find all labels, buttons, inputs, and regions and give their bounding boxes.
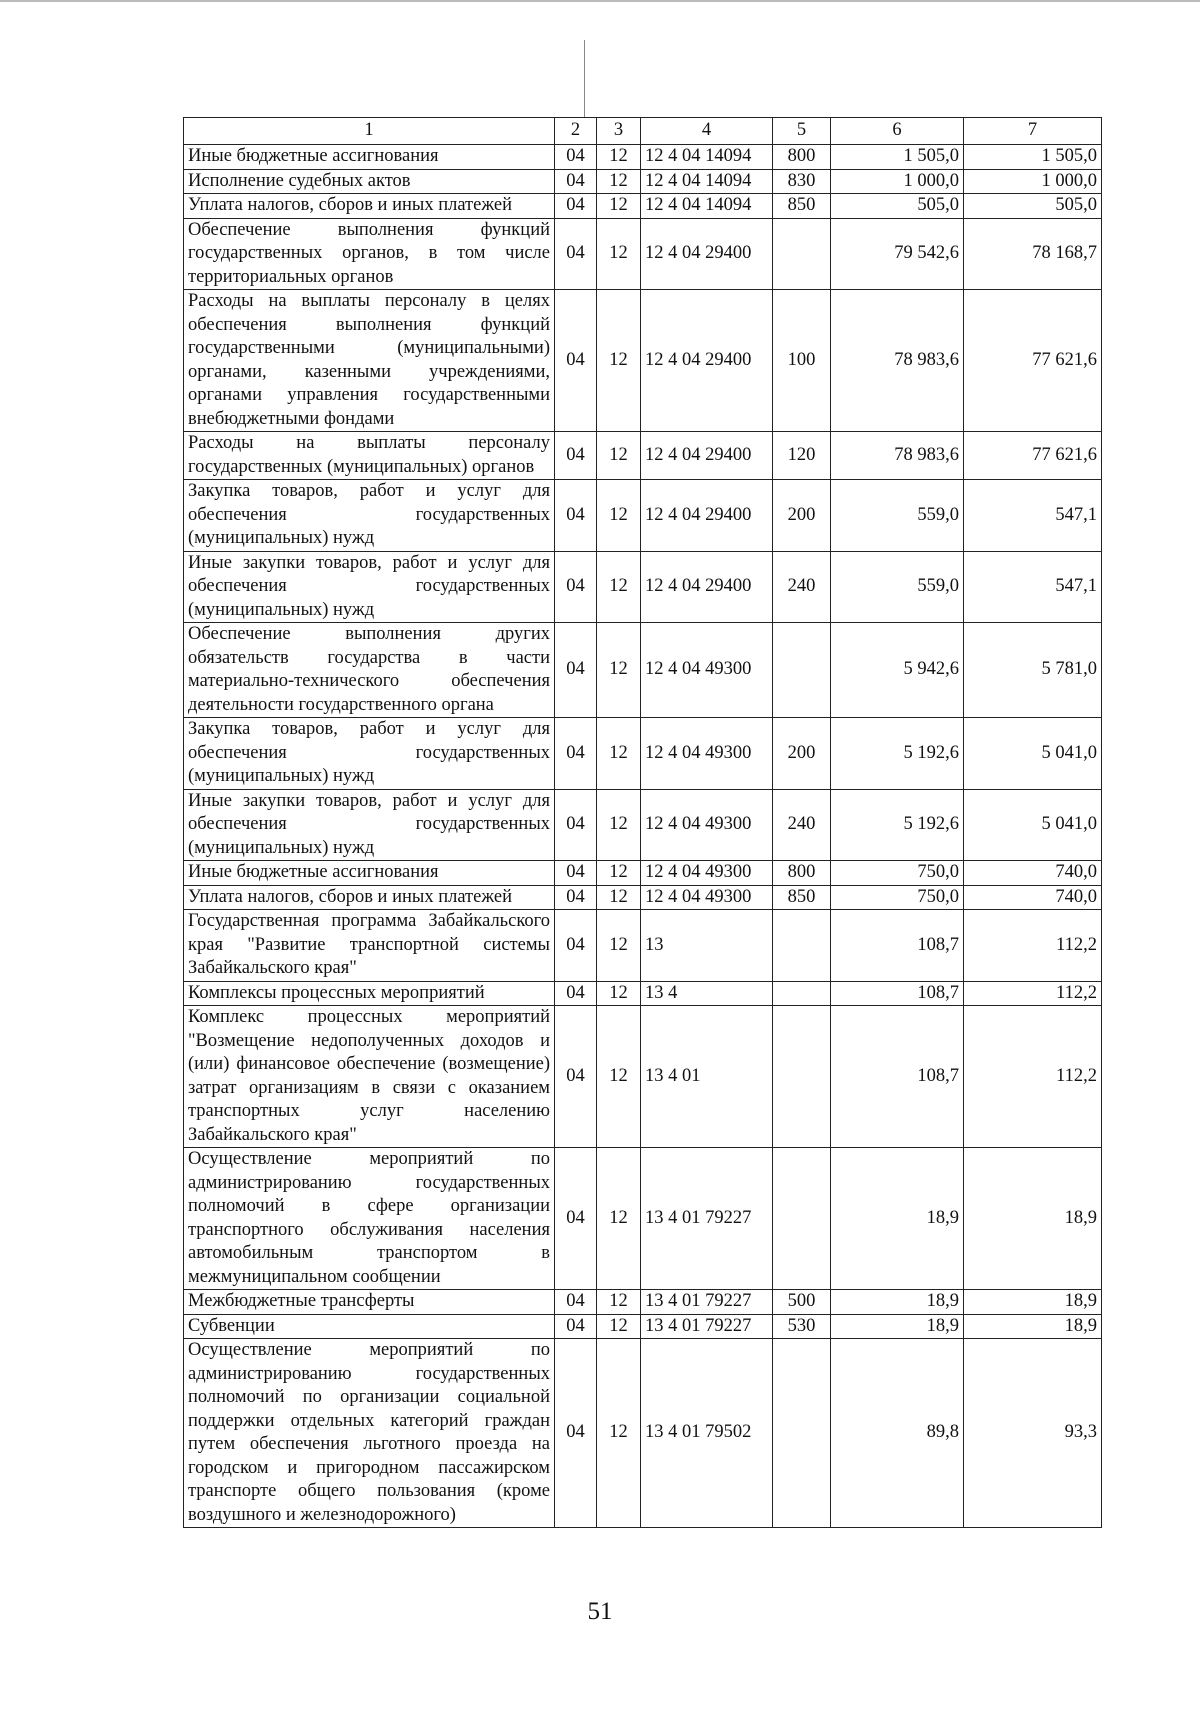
- target-article-cell: 13 4 01 79227: [641, 1148, 773, 1290]
- table-row: [184, 432, 1102, 480]
- subsection-code-cell: 12: [597, 290, 641, 432]
- expense-type-cell: 200: [773, 718, 831, 790]
- row-name-cell: Осуществление мероприятий по администрированию государственных полномочий по организации социальной поддержки отдельных категорий граждан путем обеспечения льготного проезда на городском и пригородном пассажирском транспорте общего пользования (кроме воздушного и железнодорожного): [184, 1339, 555, 1528]
- amount-col6-cell: 1 000,0: [831, 169, 964, 194]
- amount-col7-cell: 740,0: [964, 885, 1102, 910]
- table-row: [184, 145, 1102, 170]
- amount-col7-cell: 547,1: [964, 480, 1102, 552]
- subsection-code-cell: 12: [597, 1006, 641, 1148]
- table-row: [184, 551, 1102, 623]
- section-code-cell: 04: [555, 981, 597, 1006]
- row-name-cell: Иные закупки товаров, работ и услуг для обеспечения государственных (муниципальных) нужд: [184, 789, 555, 861]
- section-code-cell: 04: [555, 480, 597, 552]
- table-row: [184, 1290, 1102, 1315]
- target-article-cell: 12 4 04 49300: [641, 885, 773, 910]
- subsection-code-cell: 12: [597, 432, 641, 480]
- expense-type-cell: 800: [773, 145, 831, 170]
- amount-col6-cell: 89,8: [831, 1339, 964, 1528]
- row-name-cell: Государственная программа Забайкальского края "Развитие транспортной системы Забайкальского края": [184, 910, 555, 982]
- section-code-cell: 04: [555, 1290, 597, 1315]
- target-article-cell: 12 4 04 29400: [641, 290, 773, 432]
- section-code-cell: 04: [555, 169, 597, 194]
- expense-type-cell: [773, 1339, 831, 1528]
- expense-type-cell: [773, 1148, 831, 1290]
- target-article-cell: 13 4 01 79502: [641, 1339, 773, 1528]
- subsection-code-cell: 12: [597, 480, 641, 552]
- amount-col6-cell: 108,7: [831, 1006, 964, 1148]
- row-name-cell: Иные закупки товаров, работ и услуг для обеспечения государственных (муниципальных) нужд: [184, 551, 555, 623]
- row-name-cell: Расходы на выплаты персоналу в целях обеспечения выполнения функций государственными (муниципальными) органами, казенными учреждениями, органами управления государственными внебюджетными фондами: [184, 290, 555, 432]
- subsection-code-cell: 12: [597, 789, 641, 861]
- target-article-cell: 12 4 04 29400: [641, 480, 773, 552]
- amount-col7-cell: 112,2: [964, 981, 1102, 1006]
- amount-col7-cell: 78 168,7: [964, 218, 1102, 290]
- header-cell-6: 6: [831, 118, 964, 145]
- target-article-cell: 12 4 04 14094: [641, 145, 773, 170]
- section-code-cell: 04: [555, 718, 597, 790]
- amount-col6-cell: 79 542,6: [831, 218, 964, 290]
- amount-col7-cell: 505,0: [964, 194, 1102, 219]
- amount-col6-cell: 559,0: [831, 551, 964, 623]
- amount-col7-cell: 112,2: [964, 1006, 1102, 1148]
- expense-type-cell: [773, 981, 831, 1006]
- target-article-cell: 12 4 04 49300: [641, 718, 773, 790]
- table-row: [184, 1314, 1102, 1339]
- subsection-code-cell: 12: [597, 885, 641, 910]
- expense-type-cell: [773, 910, 831, 982]
- subsection-code-cell: 12: [597, 169, 641, 194]
- subsection-code-cell: 12: [597, 218, 641, 290]
- table-row: [184, 1339, 1102, 1528]
- expense-type-cell: 120: [773, 432, 831, 480]
- row-name-cell: Иные бюджетные ассигнования: [184, 145, 555, 170]
- expense-type-cell: 100: [773, 290, 831, 432]
- subsection-code-cell: 12: [597, 910, 641, 982]
- budget-table: [183, 117, 1102, 1528]
- row-name-cell: Исполнение судебных актов: [184, 169, 555, 194]
- expense-type-cell: 530: [773, 1314, 831, 1339]
- header-cell-2: 2: [555, 118, 597, 145]
- section-code-cell: 04: [555, 145, 597, 170]
- table-row: [184, 789, 1102, 861]
- page-number: 51: [587, 1598, 613, 1625]
- amount-col7-cell: 5 041,0: [964, 718, 1102, 790]
- section-code-cell: 04: [555, 1006, 597, 1148]
- row-name-cell: Комплексы процессных мероприятий: [184, 981, 555, 1006]
- target-article-cell: 12 4 04 14094: [641, 194, 773, 219]
- subsection-code-cell: 12: [597, 145, 641, 170]
- amount-col7-cell: 18,9: [964, 1290, 1102, 1315]
- expense-type-cell: 800: [773, 861, 831, 886]
- row-name-cell: Обеспечение выполнения функций государственных органов, в том числе территориальных органов: [184, 218, 555, 290]
- expense-type-cell: 240: [773, 551, 831, 623]
- subsection-code-cell: 12: [597, 718, 641, 790]
- amount-col7-cell: 5 041,0: [964, 789, 1102, 861]
- target-article-cell: 12 4 04 49300: [641, 789, 773, 861]
- amount-col6-cell: 5 192,6: [831, 718, 964, 790]
- row-name-cell: Закупка товаров, работ и услуг для обеспечения государственных (муниципальных) нужд: [184, 718, 555, 790]
- amount-col6-cell: 5 192,6: [831, 789, 964, 861]
- table-row: [184, 885, 1102, 910]
- amount-col6-cell: 750,0: [831, 861, 964, 886]
- expense-type-cell: 850: [773, 885, 831, 910]
- row-name-cell: Иные бюджетные ассигнования: [184, 861, 555, 886]
- section-code-cell: 04: [555, 861, 597, 886]
- subsection-code-cell: 12: [597, 1314, 641, 1339]
- row-name-cell: Комплекс процессных мероприятий "Возмещение недополученных доходов и (или) финансовое обеспечение (возмещение) затрат организациям в связи с оказанием транспортных услуг населению Забайкальского края": [184, 1006, 555, 1148]
- target-article-cell: 12 4 04 29400: [641, 551, 773, 623]
- row-name-cell: Осуществление мероприятий по администрированию государственных полномочий в сфере организации транспортного обслуживания населения автомобильным транспортом в межмуниципальном сообщении: [184, 1148, 555, 1290]
- amount-col6-cell: 1 505,0: [831, 145, 964, 170]
- expense-type-cell: [773, 218, 831, 290]
- amount-col7-cell: 18,9: [964, 1314, 1102, 1339]
- section-code-cell: 04: [555, 290, 597, 432]
- scan-top-edge: [0, 0, 1200, 2]
- section-code-cell: 04: [555, 789, 597, 861]
- subsection-code-cell: 12: [597, 623, 641, 718]
- section-code-cell: 04: [555, 432, 597, 480]
- table-row: [184, 194, 1102, 219]
- table-header-row: [184, 118, 1102, 145]
- amount-col7-cell: 112,2: [964, 910, 1102, 982]
- amount-col6-cell: 18,9: [831, 1314, 964, 1339]
- row-name-cell: Межбюджетные трансферты: [184, 1290, 555, 1315]
- expense-type-cell: 500: [773, 1290, 831, 1315]
- section-code-cell: 04: [555, 194, 597, 219]
- target-article-cell: 12 4 04 49300: [641, 623, 773, 718]
- amount-col6-cell: 108,7: [831, 910, 964, 982]
- subsection-code-cell: 12: [597, 981, 641, 1006]
- table-row: [184, 218, 1102, 290]
- amount-col7-cell: 1 000,0: [964, 169, 1102, 194]
- table-row: [184, 861, 1102, 886]
- amount-col7-cell: 77 621,6: [964, 290, 1102, 432]
- amount-col6-cell: 559,0: [831, 480, 964, 552]
- amount-col6-cell: 18,9: [831, 1290, 964, 1315]
- amount-col6-cell: 18,9: [831, 1148, 964, 1290]
- target-article-cell: 12 4 04 29400: [641, 432, 773, 480]
- expense-type-cell: 240: [773, 789, 831, 861]
- row-name-cell: Обеспечение выполнения других обязательств государства в части материально-технического обеспечения деятельности государственного органа: [184, 623, 555, 718]
- table-row: [184, 623, 1102, 718]
- table-row: [184, 169, 1102, 194]
- amount-col7-cell: 18,9: [964, 1148, 1102, 1290]
- amount-col7-cell: 547,1: [964, 551, 1102, 623]
- amount-col6-cell: 78 983,6: [831, 290, 964, 432]
- subsection-code-cell: 12: [597, 1148, 641, 1290]
- header-cell-5: 5: [773, 118, 831, 145]
- section-code-cell: 04: [555, 1148, 597, 1290]
- row-name-cell: Закупка товаров, работ и услуг для обеспечения государственных (муниципальных) нужд: [184, 480, 555, 552]
- amount-col6-cell: 108,7: [831, 981, 964, 1006]
- scan-fold-line: [584, 40, 585, 118]
- section-code-cell: 04: [555, 551, 597, 623]
- target-article-cell: 13 4 01 79227: [641, 1290, 773, 1315]
- expense-type-cell: 200: [773, 480, 831, 552]
- table-row: [184, 480, 1102, 552]
- target-article-cell: 13 4 01 79227: [641, 1314, 773, 1339]
- amount-col6-cell: 750,0: [831, 885, 964, 910]
- section-code-cell: 04: [555, 910, 597, 982]
- header-cell-7: 7: [964, 118, 1102, 145]
- table-row: [184, 718, 1102, 790]
- row-name-cell: Расходы на выплаты персоналу государственных (муниципальных) органов: [184, 432, 555, 480]
- amount-col7-cell: 5 781,0: [964, 623, 1102, 718]
- subsection-code-cell: 12: [597, 1290, 641, 1315]
- section-code-cell: 04: [555, 623, 597, 718]
- table-row: [184, 910, 1102, 982]
- subsection-code-cell: 12: [597, 861, 641, 886]
- section-code-cell: 04: [555, 885, 597, 910]
- subsection-code-cell: 12: [597, 194, 641, 219]
- subsection-code-cell: 12: [597, 551, 641, 623]
- table-row: [184, 981, 1102, 1006]
- header-cell-1: 1: [184, 118, 555, 145]
- header-cell-3: 3: [597, 118, 641, 145]
- row-name-cell: Уплата налогов, сборов и иных платежей: [184, 194, 555, 219]
- target-article-cell: 13 4 01: [641, 1006, 773, 1148]
- expense-type-cell: [773, 1006, 831, 1148]
- table-row: [184, 1006, 1102, 1148]
- target-article-cell: 12 4 04 29400: [641, 218, 773, 290]
- expense-type-cell: 850: [773, 194, 831, 219]
- section-code-cell: 04: [555, 1314, 597, 1339]
- table-row: [184, 1148, 1102, 1290]
- row-name-cell: Уплата налогов, сборов и иных платежей: [184, 885, 555, 910]
- section-code-cell: 04: [555, 218, 597, 290]
- amount-col7-cell: 93,3: [964, 1339, 1102, 1528]
- expense-type-cell: [773, 623, 831, 718]
- header-cell-4: 4: [641, 118, 773, 145]
- amount-col7-cell: 740,0: [964, 861, 1102, 886]
- subsection-code-cell: 12: [597, 1339, 641, 1528]
- amount-col6-cell: 5 942,6: [831, 623, 964, 718]
- target-article-cell: 12 4 04 49300: [641, 861, 773, 886]
- amount-col6-cell: 78 983,6: [831, 432, 964, 480]
- target-article-cell: 12 4 04 14094: [641, 169, 773, 194]
- section-code-cell: 04: [555, 1339, 597, 1528]
- amount-col6-cell: 505,0: [831, 194, 964, 219]
- table-row: [184, 290, 1102, 432]
- target-article-cell: 13 4: [641, 981, 773, 1006]
- amount-col7-cell: 77 621,6: [964, 432, 1102, 480]
- expense-type-cell: 830: [773, 169, 831, 194]
- target-article-cell: 13: [641, 910, 773, 982]
- amount-col7-cell: 1 505,0: [964, 145, 1102, 170]
- row-name-cell: Субвенции: [184, 1314, 555, 1339]
